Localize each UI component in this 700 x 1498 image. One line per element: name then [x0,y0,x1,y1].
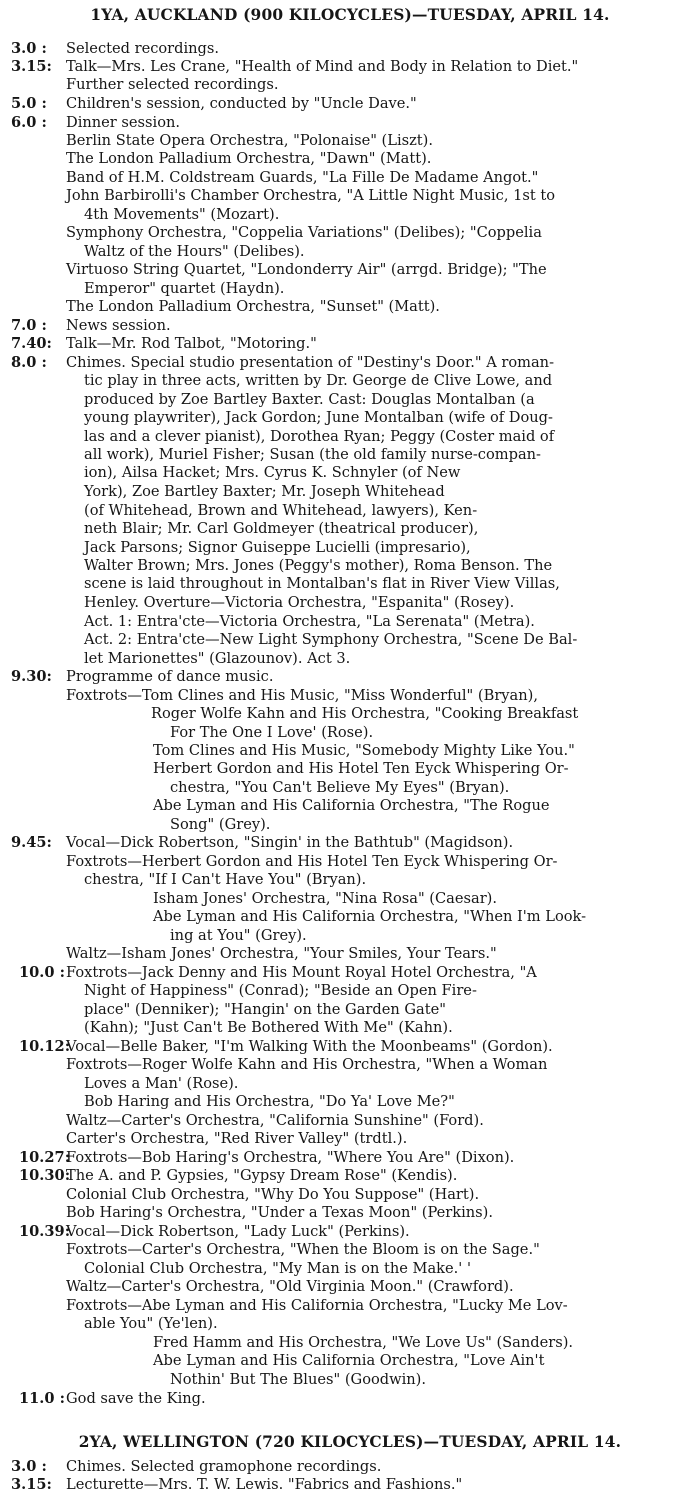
program-line: Foxtrots—Tom Clines and His Music, "Miss Wonderful" (Bryan), [66,687,538,704]
program-line: (Kahn); "Just Can't Be Bothered With Me" (Kahn). [84,1019,453,1036]
program-line: Further selected recordings. [66,76,279,93]
program-line: chestra, "You Can't Believe My Eyes" (Bryan). [170,779,510,796]
program-line: Bob Haring and His Orchestra, "Do Ya' Love Me?" [84,1093,455,1110]
program-line: Waltz—Carter's Orchestra, "California Sunshine" (Ford). [66,1112,484,1129]
program-line: tic play in three acts, written by Dr. George de Clive Lowe, and [84,372,553,389]
program-line: Nothin' But The Blues" (Goodwin). [170,1371,426,1388]
time-slot: 8.0 : [11,354,47,371]
time-slot: 9.30: [11,668,52,685]
time-slot: 3.15: [11,1476,52,1493]
program-line: Waltz—Isham Jones' Orchestra, "Your Smiles, Your Tears." [66,945,497,962]
program-line: Walter Brown; Mrs. Jones (Peggy's mother), Roma Benson. The [84,557,553,574]
program-line: Emperor" quartet (Haydn). [84,280,285,297]
program-line: Foxtrots—Bob Haring's Orchestra, "Where You Are" (Dixon). [66,1149,515,1166]
program-line: Foxtrots—Jack Denny and His Mount Royal Hotel Orchestra, "A [66,964,537,981]
program-line: Waltz of the Hours" (Delibes). [84,243,305,260]
program-line: Colonial Club Orchestra, "Why Do You Suppose" (Hart). [66,1186,480,1203]
program-line: ing at You" (Grey). [170,927,307,944]
program-line: Loves a Man' (Rose). [84,1075,239,1092]
program-line: Foxtrots—Carter's Orchestra, "When the Bloom is on the Sage." [66,1241,540,1258]
program-line: 4th Movements" (Mozart). [84,206,280,223]
program-line: produced by Zoe Bartley Baxter. Cast: Douglas Montalban (a [84,391,535,408]
program-line: Fred Hamm and His Orchestra, "We Love Us" (Sanders). [153,1334,574,1351]
program-line: The London Palladium Orchestra, "Dawn" (Matt). [66,150,432,167]
program-line: Vocal—Belle Baker, "I'm Walking With the Moonbeams" (Gordon). [66,1038,553,1055]
program-line: God save the King. [66,1390,206,1407]
program-line: ion), Ailsa Hacket; Mrs. Cyrus K. Schnyler (of New [84,464,461,481]
program-line: News session. [66,317,171,334]
time-slot: 10.0 : [19,964,66,981]
time-slot: 7.40: [11,335,52,352]
program-line: Selected recordings. [66,40,220,57]
program-line: Jack Parsons; Signor Guiseppe Lucielli (impresario), [84,539,471,556]
time-slot: 10.27: [19,1149,71,1166]
program-line: able You" (Ye'len). [84,1315,218,1332]
program-line: Children's session, conducted by "Uncle Dave." [66,95,417,112]
program-line: Act. 2: Entra'cte—New Light Symphony Orchestra, "Scene De Bal- [84,631,578,648]
program-line: Foxtrots—Roger Wolfe Kahn and His Orchestra, "When a Woman [66,1056,548,1073]
program-line: Berlin State Opera Orchestra, "Polonaise" (Liszt). [66,132,433,149]
program-line: York), Zoe Bartley Baxter; Mr. Joseph Whitehead [84,483,445,500]
program-line: Symphony Orchestra, "Coppelia Variations" (Delibes); "Coppelia [66,224,542,241]
time-slot: 6.0 : [11,114,47,131]
time-slot: 7.0 : [11,317,47,334]
program-line: Talk—Mr. Rod Talbot, "Motoring." [66,335,317,352]
time-slot: 3.0 : [11,40,47,57]
program-line: all work), Muriel Fisher; Susan (the old family nurse-compan- [84,446,541,463]
program-line: Abe Lyman and His California Orchestra, "When I'm Look- [153,908,587,925]
program-line: Colonial Club Orchestra, "My Man is on the Make.' ' [84,1260,471,1277]
program-line: Foxtrots—Herbert Gordon and His Hotel Ten Eyck Whispering Or- [66,853,558,870]
program-line: Night of Happiness" (Conrad); "Beside an Open Fire- [84,982,477,999]
station-heading-1ya: 1YA, AUCKLAND (900 KILOCYCLES)—TUESDAY, APRIL 14. [90,6,610,24]
program-line: Tom Clines and His Music, "Somebody Mighty Like You." [153,742,575,759]
program-line: Foxtrots—Abe Lyman and His California Orchestra, "Lucky Me Lov- [66,1297,568,1314]
program-line: Vocal—Dick Robertson, "Singin' in the Bathtub" (Magidson). [66,834,514,851]
program-line: Abe Lyman and His California Orchestra, "The Rogue [153,797,550,814]
program-line: Roger Wolfe Kahn and His Orchestra, "Cooking Breakfast [151,705,579,722]
program-line: Chimes. Selected gramophone recordings. [66,1458,382,1475]
program-line: Chimes. Special studio presentation of "Destiny's Door." A roman- [66,354,555,371]
program-line: Vocal—Dick Robertson, "Lady Luck" (Perkins). [66,1223,410,1240]
program-line: John Barbirolli's Chamber Orchestra, "A Little Night Music, 1st to [66,187,556,204]
program-line: Band of H.M. Coldstream Guards, "La Fille De Madame Angot." [66,169,539,186]
program-line: las and a clever pianist), Dorothea Ryan; Peggy (Coster maid of [84,428,555,445]
program-line: young playwriter), Jack Gordon; June Montalban (wife of Doug- [84,409,553,426]
program-line: Act. 1: Entra'cte—Victoria Orchestra, "La Serenata" (Metra). [84,613,535,630]
program-line: Waltz—Carter's Orchestra, "Old Virginia Moon." (Crawford). [66,1278,514,1295]
program-line: The London Palladium Orchestra, "Sunset" (Matt). [66,298,440,315]
station-heading-2ya: 2YA, WELLINGTON (720 KILOCYCLES)—TUESDAY, APRIL 14. [78,1433,622,1451]
program-line: let Marionettes" (Glazounov). Act 3. [84,650,351,667]
program-line: For The One I Love' (Rose). [170,724,374,741]
program-line: Virtuoso String Quartet, "Londonderry Air" (arrgd. Bridge); "The [66,261,547,278]
program-line: Song" (Grey). [170,816,271,833]
program-line: neth Blair; Mr. Carl Goldmeyer (theatrical producer), [84,520,479,537]
program-line: Henley. Overture—Victoria Orchestra, "Espanita" (Rosey). [84,594,515,611]
program-line: chestra, "If I Can't Have You" (Bryan). [84,871,367,888]
program-line: Lecturette—Mrs. T. W. Lewis. "Fabrics and Fashions." [66,1476,463,1493]
program-line: Programme of dance music. [66,668,274,685]
program-line: (of Whitehead, Brown and Whitehead, lawyers), Ken- [84,502,478,519]
program-line: Abe Lyman and His California Orchestra, "Love Ain't [153,1352,545,1369]
time-slot: 3.0 : [11,1458,47,1475]
time-slot: 3.15: [11,58,52,75]
time-slot: 10.30: [19,1167,71,1184]
time-slot: 10.39: [19,1223,71,1240]
program-line: Dinner session. [66,114,181,131]
time-slot: 9.45: [11,834,52,851]
program-line: scene is laid throughout in Montalban's flat in River View Villas, [84,575,560,592]
program-line: The A. and P. Gypsies, "Gypsy Dream Rose" (Kendis). [66,1167,458,1184]
program-line: Herbert Gordon and His Hotel Ten Eyck Whispering Or- [153,760,569,777]
program-line: Isham Jones' Orchestra, "Nina Rosa" (Caesar). [153,890,498,907]
program-line: Talk—Mrs. Les Crane, "Health of Mind and Body in Relation to Diet." [66,58,579,75]
time-slot: 5.0 : [11,95,47,112]
time-slot: 10.12: [19,1038,71,1055]
program-line: Carter's Orchestra, "Red River Valley" (trdtl.). [66,1130,408,1147]
time-slot: 11.0 : [19,1390,66,1407]
program-line: place" (Denniker); "Hangin' on the Garden Gate" [84,1001,446,1018]
program-line: Bob Haring's Orchestra, "Under a Texas Moon" (Perkins). [66,1204,494,1221]
